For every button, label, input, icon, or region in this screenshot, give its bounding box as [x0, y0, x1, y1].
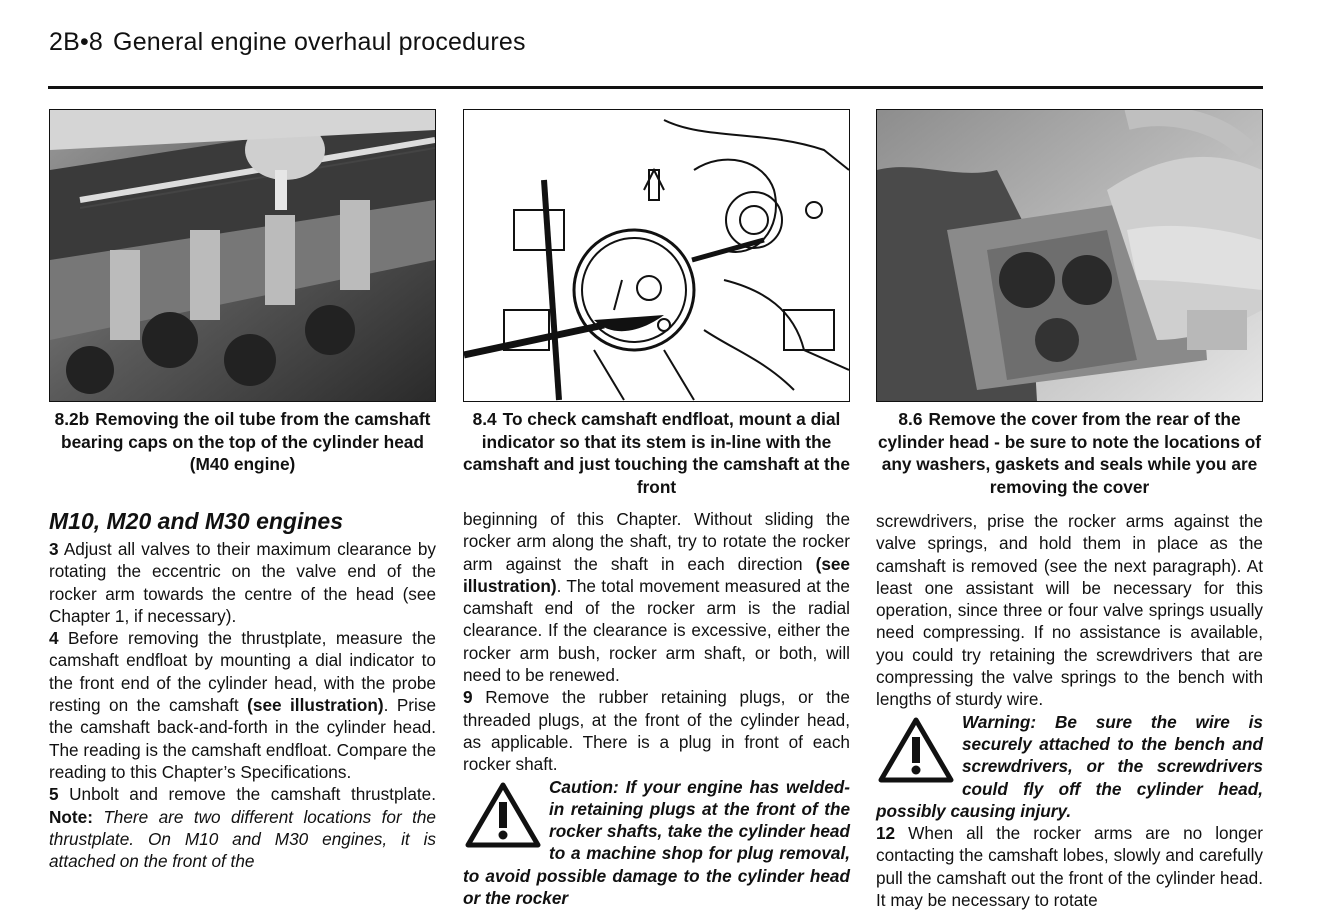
- warning-text: Warning: Be sure the wire is securely attached to the bench and screwdrivers, or the screwdrivers could fly off the cylinder head, possibly causing injury.: [876, 711, 1263, 821]
- paragraph-text: . The total movement measured at the camshaft end of the rocker arm is the radial clearance. If the clearance is excessive, either the rocker arm bush, rocker arm shaft, or both, will need to be renewed.: [463, 575, 850, 686]
- paragraph-text: screwdrivers, prise the rocker arms against the valve springs, and hold them in place as the camshaft is removed (see the next paragraph). At least one assistant will be necessary for this operation, since three or four valve springs usually need compressing. If no assistance is available, you could try retaining the screwdrivers that are compressing the valve springs to the bench with lengths of sturdy wire.: [876, 511, 1263, 710]
- page-header: [49, 28, 526, 57]
- paragraph-3: [49, 538, 436, 627]
- paragraph-number: 9: [463, 687, 473, 708]
- caution-text: Caution: If your engine has welded-in retaining plugs at the front of the rocker shafts, take the cylinder head to a machine shop for plug removal, to avoid possible damage to the cylinder head or the rocker: [463, 776, 850, 909]
- paragraph-text: . Prise the camshaft back-and-forth in the cylinder head. The reading is the camshaft endfloat. Compare the reading to this Chapter’s Specifications.: [49, 695, 437, 782]
- paragraph-text: Remove the rubber retaining plugs, or the threaded plugs, at the front of the cylinder head, as applicable. There is a plug in front of each rocker shaft.: [463, 687, 850, 775]
- figure-caption-8-4: [463, 408, 850, 498]
- warning-triangle-icon: [465, 782, 541, 848]
- section-number: 2B•8: [49, 28, 104, 56]
- paragraph-5: [49, 783, 436, 872]
- paragraph-text: beginning of this Chapter. Without sliding the rocker arm along the shaft, try to rotate the rocker arm against the shaft in each direction: [463, 509, 850, 574]
- caption-text: Removing the oil tube from the camshaft bearing caps on the top of the cylinder head (M40 engine): [61, 409, 431, 474]
- column-2-text: [463, 508, 850, 909]
- paragraph-number: 5: [49, 784, 59, 805]
- paragraph-continued: [876, 510, 1263, 711]
- figure-caption-8-6: [876, 408, 1263, 498]
- illustration-reference: (see illustration): [247, 695, 384, 716]
- figure-photo-cover-removal: [876, 109, 1263, 402]
- paragraph-12: [876, 822, 1263, 911]
- warning-triangle-icon: [878, 717, 954, 783]
- figure-number: 8.6: [898, 409, 923, 429]
- warning-box: [876, 711, 1263, 822]
- column-3-text: [876, 510, 1263, 911]
- paragraph-9: [463, 686, 850, 775]
- paragraph-4: [49, 627, 436, 783]
- page-title: General engine overhaul procedures: [113, 28, 526, 56]
- column-1-text: [49, 506, 436, 872]
- illustration-reference: (see illustration): [463, 553, 850, 596]
- header-rule: [48, 86, 1263, 89]
- note-label: Note:: [49, 806, 93, 827]
- paragraph-continued: [463, 508, 850, 686]
- paragraph-text: Before removing the thrustplate, measure the camshaft endfloat by mounting a dial indicator to the front end of the cylinder head, with the probe resting on the camshaft: [49, 628, 436, 716]
- figure-number: 8.2b: [54, 409, 90, 429]
- paragraph-text: Adjust all valves to their maximum clearance by rotating the eccentric on the valve end of the rocker arm towards the centre of the head (see Chapter 1, if necessary).: [49, 539, 436, 626]
- paragraph-number: 12: [876, 823, 896, 844]
- figure-number: 8.4: [472, 409, 497, 429]
- caption-text: Remove the cover from the rear of the cylinder head - be sure to note the locations of any washers, gaskets and seals while you are removing the cover: [877, 409, 1262, 497]
- note-text: There are two different locations for the thrustplate. On M10 and M30 engines, it is attached on the front of the: [49, 806, 436, 872]
- caution-box: [463, 776, 850, 910]
- paragraph-number: 3: [49, 539, 59, 559]
- caption-text: To check camshaft endfloat, mount a dial indicator so that its stem is in-line with the camshaft and just touching the camshaft at the front: [463, 409, 850, 497]
- figure-photo-oil-tube: [49, 109, 436, 402]
- paragraph-text: When all the rocker arms are no longer contacting the camshaft lobes, slowly and carefully pull the camshaft out the front of the cylinder head. It may be necessary to rotate: [876, 823, 1263, 911]
- figure-drawing-dial-indicator: [463, 109, 850, 402]
- paragraph-text: Unbolt and remove the camshaft thrustplate.: [69, 784, 437, 805]
- figure-caption-8-2b: [49, 408, 436, 476]
- paragraph-number: 4: [49, 628, 59, 649]
- section-heading: M10, M20 and M30 engines: [49, 508, 343, 534]
